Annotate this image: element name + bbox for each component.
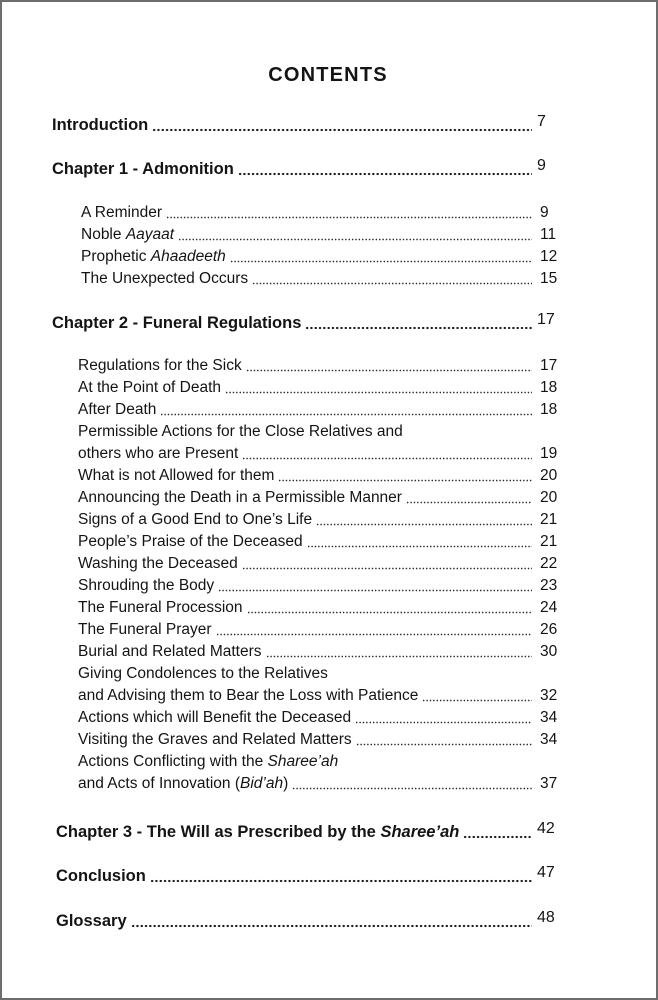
entry-label: Chapter 2 - Funeral Regulations [52, 314, 302, 332]
dot-leader [247, 597, 532, 619]
entry-label: Regulations for the Sick [78, 357, 242, 374]
entry-italic-term: Sharee’ah [380, 823, 460, 841]
page-number: 18 [540, 401, 558, 418]
dot-leader [356, 729, 532, 751]
dot-leader [225, 377, 532, 399]
dot-leader [406, 487, 532, 509]
page-number: 21 [540, 511, 558, 528]
dot-leader [150, 865, 532, 887]
page-number: 20 [540, 467, 558, 484]
entry-label: A Reminder [81, 204, 162, 221]
dot-leader [278, 465, 532, 487]
dot-leader [252, 268, 532, 290]
dot-leader [152, 114, 532, 136]
entry-label [81, 246, 226, 268]
page-number: 19 [540, 445, 558, 462]
toc-subentry-line-2 [78, 773, 559, 795]
page-number: 32 [540, 687, 558, 704]
page-number: 18 [540, 379, 558, 396]
toc-subentry [78, 399, 559, 421]
dot-leader [216, 619, 532, 641]
page-number: 34 [540, 731, 558, 748]
toc-entry [52, 114, 559, 136]
entry-text: Noble [81, 226, 126, 243]
entry-label: Signs of a Good End to One’s Life [78, 511, 313, 528]
entry-label: At the Point of Death [78, 379, 222, 396]
toc-subentry-line-1 [78, 421, 559, 443]
toc-subentry [78, 465, 559, 487]
entry-text: Chapter 3 - The Will as Prescribed by the [56, 823, 381, 841]
toc-subentry [81, 246, 559, 268]
entry-italic-term: Bid’ah [240, 775, 284, 792]
entry-label: Glossary [56, 912, 127, 930]
toc-entry [56, 865, 559, 887]
entry-label [81, 224, 174, 246]
dot-leader [305, 312, 532, 334]
page-number: 26 [540, 621, 558, 638]
toc-subentry [78, 619, 559, 641]
toc-entry [56, 910, 559, 932]
dot-leader [355, 707, 532, 729]
dot-leader [218, 575, 532, 597]
entry-text: and Acts of Innovation ( [78, 775, 240, 792]
toc-conclusion [56, 865, 559, 887]
toc-subentry-line-2 [78, 685, 559, 707]
page-number: 42 [537, 820, 555, 837]
entry-label: After Death [78, 401, 157, 418]
toc-subentry [81, 268, 559, 290]
toc-entry [52, 158, 559, 180]
entry-text-suffix: ) [283, 775, 289, 792]
dot-leader [266, 641, 532, 663]
entry-label: The Funeral Prayer [78, 621, 212, 638]
toc-subentry [78, 509, 559, 531]
entry-label: Conclusion [56, 867, 146, 885]
page-number: 23 [540, 577, 558, 594]
page-number: 47 [537, 864, 555, 881]
entry-label: People’s Praise of the Deceased [78, 533, 303, 550]
entry-label: Visiting the Graves and Related Matters [78, 731, 352, 748]
page-title: CONTENTS [268, 64, 388, 86]
toc-chapter-1 [52, 158, 559, 180]
page-number: 37 [540, 775, 558, 792]
toc-entry [56, 821, 559, 843]
dot-leader [230, 246, 532, 268]
dot-leader [463, 821, 532, 843]
page-number: 20 [540, 489, 558, 506]
dot-leader [238, 158, 532, 180]
dot-leader [422, 685, 532, 707]
toc-subentry [78, 641, 559, 663]
toc-subentry [78, 575, 559, 597]
page-number: 17 [537, 311, 555, 328]
toc-subentry [78, 377, 559, 399]
dot-leader [316, 509, 532, 531]
toc-subentry [78, 707, 559, 729]
dot-leader [292, 773, 532, 795]
chapter-2-subentries [78, 355, 559, 795]
page-number: 24 [540, 599, 558, 616]
entry-label: Giving Condolences to the Relatives [78, 665, 328, 682]
toc-subentry [78, 553, 559, 575]
entry-italic-term: Sharee’ah [267, 753, 339, 770]
entry-label [78, 751, 338, 773]
dot-leader [307, 531, 532, 553]
page-number: 12 [540, 248, 558, 265]
entry-italic-term: Ahaadeeth [150, 248, 226, 265]
toc-subentry [78, 487, 559, 509]
toc-subentry [78, 729, 559, 751]
toc-introduction [52, 114, 559, 136]
page-number: 21 [540, 533, 558, 550]
page-number: 22 [540, 555, 558, 572]
page-number: 11 [540, 226, 557, 243]
entry-label [56, 821, 459, 843]
entry-label: others who are Present [78, 445, 239, 462]
toc-subentry-line-1 [78, 663, 559, 685]
entry-label: and Advising them to Bear the Loss with Patience [78, 687, 419, 704]
entry-label: What is not Allowed for them [78, 467, 275, 484]
toc-glossary [56, 910, 559, 932]
toc-subentry [78, 531, 559, 553]
entry-label: Announcing the Death in a Permissible Manner [78, 489, 402, 506]
dot-leader [131, 910, 532, 932]
toc-chapter-2 [52, 312, 559, 334]
toc-subentry-line-1 [78, 751, 559, 773]
entry-label: Chapter 1 - Admonition [52, 160, 234, 178]
entry-label: Permissible Actions for the Close Relatives and [78, 423, 403, 440]
toc-subentry-line-2 [78, 443, 559, 465]
page-number: 15 [540, 270, 558, 287]
toc-subentry [78, 355, 559, 377]
dot-leader [178, 224, 532, 246]
toc-entry [52, 312, 559, 334]
toc-subentry [78, 597, 559, 619]
dot-leader [160, 399, 532, 421]
entry-italic-term: Aayaat [125, 226, 175, 243]
page-number: 17 [540, 357, 558, 374]
page-number: 9 [540, 204, 549, 221]
dot-leader [166, 202, 532, 224]
page-number: 9 [537, 157, 546, 174]
page-number: 7 [537, 113, 546, 130]
entry-label [78, 773, 288, 795]
page-number: 34 [540, 709, 558, 726]
dot-leader [246, 355, 532, 377]
entry-label: The Unexpected Occurs [81, 270, 249, 287]
entry-label: The Funeral Procession [78, 599, 243, 616]
page-number: 30 [540, 643, 558, 660]
entry-text: Actions Conflicting with the [78, 753, 268, 770]
toc-subentry [81, 202, 559, 224]
toc-subentry [81, 224, 559, 246]
dot-leader [242, 553, 532, 575]
toc-chapter-3 [56, 821, 559, 843]
entry-label: Washing the Deceased [78, 555, 238, 572]
entry-label: Introduction [52, 116, 149, 134]
page-number: 48 [537, 909, 555, 926]
dot-leader [242, 443, 532, 465]
entry-label: Actions which will Benefit the Deceased [78, 709, 352, 726]
entry-text: Prophetic [81, 248, 151, 265]
chapter-1-subentries [81, 202, 559, 290]
entry-label: Burial and Related Matters [78, 643, 262, 660]
entry-label: Shrouding the Body [78, 577, 215, 594]
